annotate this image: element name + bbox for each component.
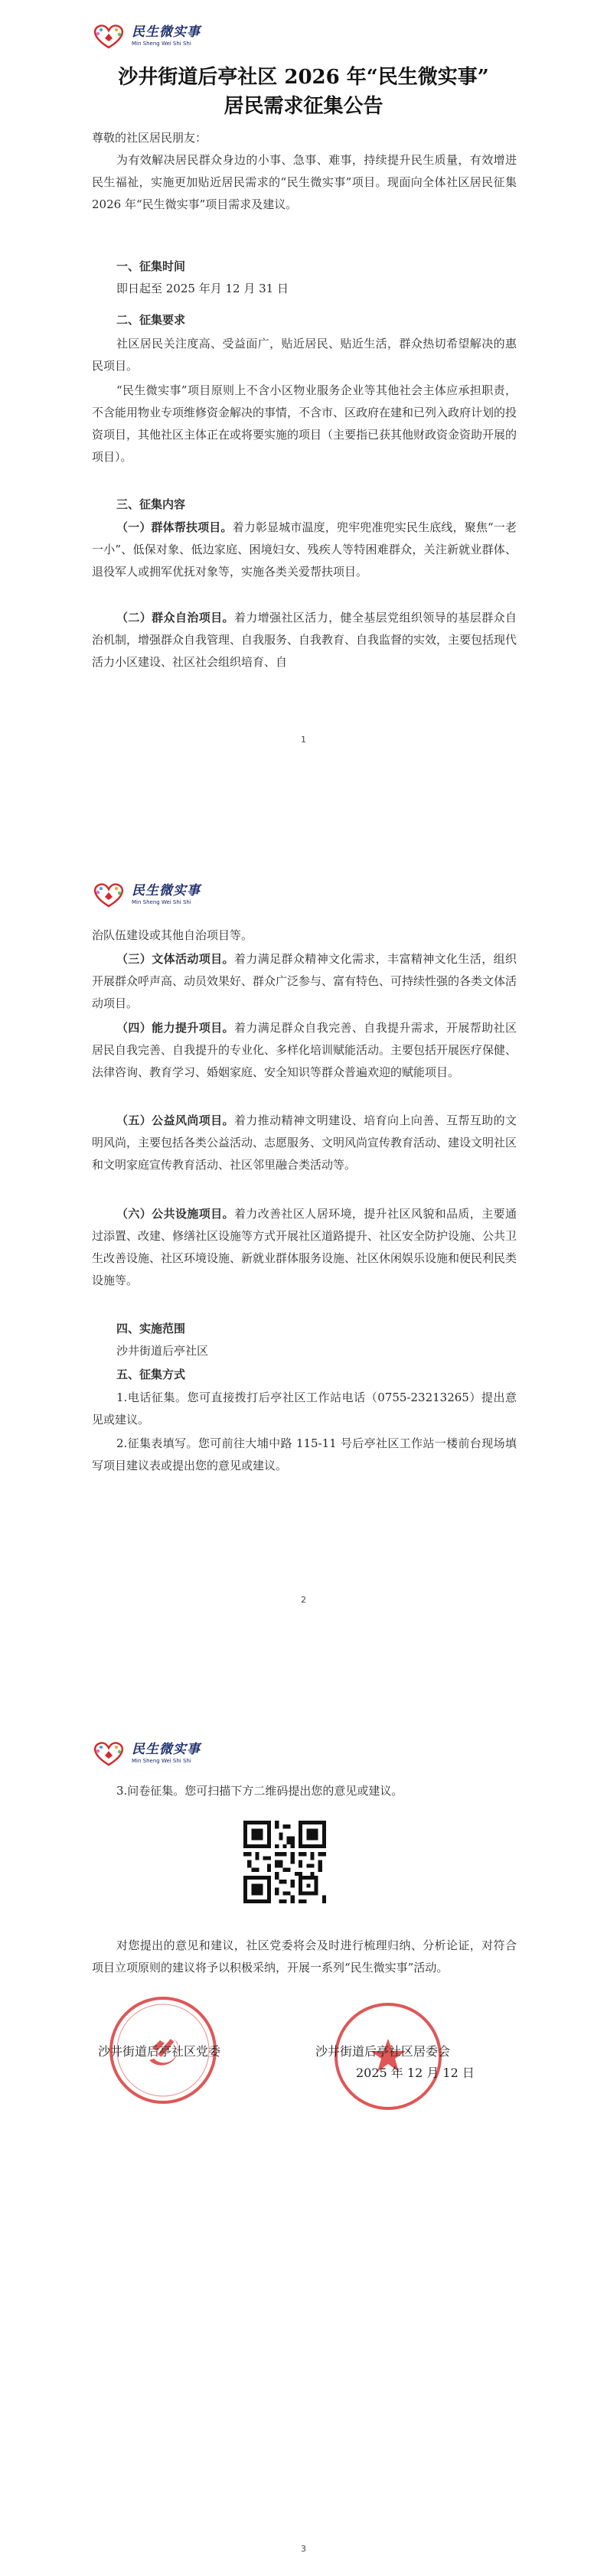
logo-name: 民生微实事	[132, 1741, 201, 1757]
content-item-2-title: （二）群众自治项目。	[116, 611, 234, 624]
intro-paragraph: 为有效解决居民群众身边的小事、急事、难事，持续提升民生质量，有效增进民生福祉，实施更加贴近居民需求的“民生微实事”项目。现面向全体社区居民征集 2026 年“民生微实事”项目需求及建议。	[92, 153, 517, 211]
content-item-5-text: 着力推动精神文明建设、培育向上向善、互帮互助的文明风尚，主要包括各类公益活动、志愿服务、文明风尚宣传教育活动、建设文明社区和文明家庭宣传教育活动、社区邻里融合类活动等。	[92, 1114, 517, 1172]
heart-logo-icon	[90, 1740, 127, 1766]
logo-pinyin: Min Sheng Wei Shi Shi	[132, 1757, 191, 1764]
content-item-3-text: 着力满足群众精神文化需求，丰富精神文化生活，组织开展群众呼声高、动员效果好、群众广泛参与、富有特色、可持续性强的各类文体活动项目。	[92, 952, 517, 1010]
notice-title-line2: 居民需求征集公告	[224, 95, 383, 118]
logo	[90, 1740, 201, 1766]
signature-residents-committee: 沙井街道后亭社区居委会	[315, 2044, 451, 2059]
content-item-2-continued: 治队伍建设或其他自治项目等。	[92, 928, 253, 942]
page-number-2: 2	[301, 1595, 306, 1605]
content-item-4	[92, 1017, 517, 1084]
logo	[90, 882, 201, 908]
logo-name: 民生微实事	[132, 882, 201, 898]
notice-title-line1: 沙井街道后亭社区 2026 年“民生微实事”	[118, 66, 489, 89]
content-item-1	[92, 517, 517, 583]
greeting: 尊敬的社区居民朋友：	[92, 131, 207, 145]
requirement-2: “民生微实事”项目原则上不含小区物业服务企业等其他社会主体应承担职责，不含能用物业专项维修资金解决的事情，不含市、区政府在建和已列入政府计划的投资项目，其他社区主体正在或将要实施的项目（主要指已获其他财政资金资助开展的项目）。	[92, 383, 517, 464]
qr-code-icon[interactable]	[243, 1821, 326, 1903]
content-item-3-title: （三）文体活动项目。	[116, 952, 234, 966]
logo	[90, 23, 201, 49]
content-item-4-text: 着力满足群众自我完善、自我提升需求，开展帮助社区居民自我完善、自我提升的专业化、多样化培训赋能活动。主要包括开展医疗保健、法律咨询、教育学习、婚姻家庭、安全知识等群众普遍欢迎的赋能项目。	[92, 1021, 517, 1079]
signature-party-committee: 沙井街道后亭社区党委	[98, 2044, 221, 2059]
content-item-6	[92, 1203, 517, 1292]
section-heading-methods: 五、征集方式	[116, 1368, 186, 1381]
logo-pinyin: Min Sheng Wei Shi Shi	[132, 898, 191, 905]
heart-logo-icon	[90, 882, 127, 908]
issue-date: 2025 年 12 月 12 日	[356, 2066, 475, 2080]
method-form: 2.征集表填写。您可前往大埔中路 115-11 号后亭社区工作站一楼前台现场填写项目建议表或提出您的意见或建议。	[92, 1436, 517, 1472]
content-item-5	[92, 1110, 517, 1176]
content-item-4-title: （四）能力提升项目。	[116, 1021, 234, 1035]
content-item-3	[92, 948, 517, 1015]
page-number-3: 3	[301, 2544, 306, 2554]
content-item-2	[92, 607, 517, 673]
method-questionnaire: 3.问卷征集。您可扫描下方二维码提出您的意见或建议。	[116, 1784, 403, 1798]
content-item-6-title: （六）公共设施项目。	[116, 1207, 234, 1221]
closing-paragraph: 对您提出的意见和建议，社区党委将会及时进行梳理归纳、分析论证，对符合项目立项原则的建议将予以积极采纳，开展一系列“民生微实事”活动。	[92, 1939, 517, 1974]
logo-name: 民生微实事	[132, 24, 201, 40]
content-item-5-title: （五）公益风尚项目。	[116, 1114, 234, 1127]
section-heading-content: 三、征集内容	[116, 497, 186, 511]
content-item-1-text: 着力彰显城市温度，兜牢兜准兜实民生底线，聚焦“一老一小”、低保对象、低边家庭、困境妇女、残疾人等特困难群众，关注新就业群体、退役军人或拥军优抚对象等，实施各类关爱帮扶项目。	[92, 520, 517, 579]
implementation-scope: 沙井街道后亭社区	[116, 1344, 209, 1358]
content-item-1-title: （一）群体帮扶项目。	[116, 520, 233, 534]
page-1	[0, 0, 607, 859]
section-heading-scope: 四、实施范围	[116, 1322, 186, 1335]
collection-time: 即日起至 2025 年月 12 月 31 日	[116, 282, 289, 295]
heart-logo-icon	[90, 23, 127, 49]
content-item-2-text: 着力增强社区活力，健全基层党组织领导的基层群众自治机制，增强群众自我管理、自我服务、自我教育、自我监督的实效，主要包括现代活力小区建设、社区社会组织培育、自	[92, 611, 517, 669]
section-heading-time: 一、征集时间	[116, 259, 186, 273]
method-phone: 1.电话征集。您可直接拨打后亭社区工作站电话（0755-23213265）提出意见或建议。	[92, 1391, 517, 1427]
logo-pinyin: Min Sheng Wei Shi Shi	[132, 40, 191, 47]
page-3	[0, 1717, 607, 2576]
section-heading-requirements: 二、征集要求	[116, 313, 186, 327]
page-2	[0, 859, 607, 1717]
page-number-1: 1	[301, 735, 306, 745]
requirement-1: 社区居民关注度高、受益面广，贴近居民、贴近生活，群众热切希望解决的惠民项目。	[92, 337, 517, 373]
content-item-6-text: 着力改善社区人居环境，提升社区风貌和品质，主要通过添置、改建、修缮社区设施等方式开展社区道路提升、社区安全防护设施、公共卫生改善设施、社区环境设施、新就业群体服务设施、社区休闲娱乐设施和便民利民类设施等。	[92, 1207, 517, 1287]
